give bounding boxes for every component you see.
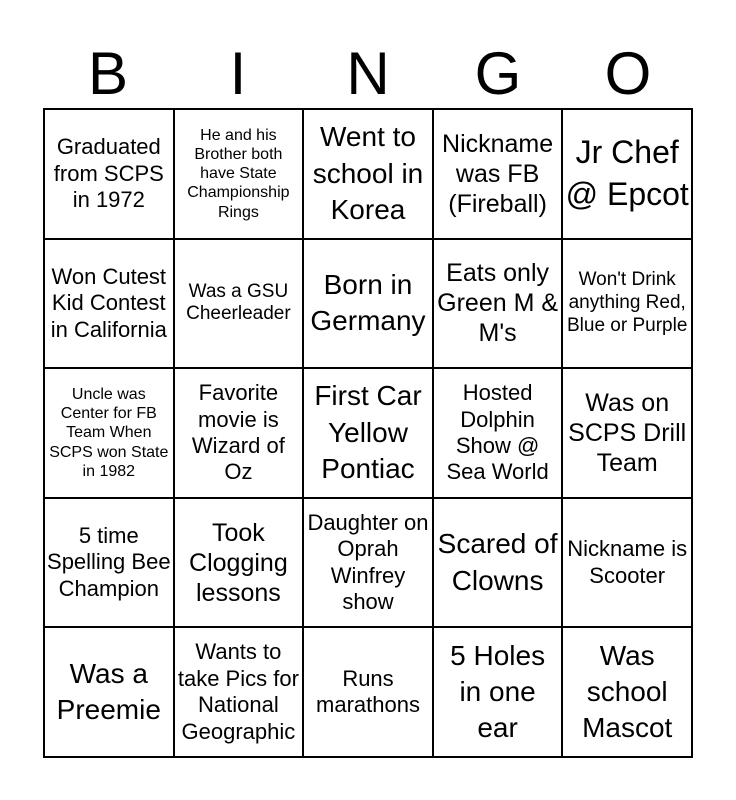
bingo-cell[interactable]: Was a Preemie (44, 627, 174, 757)
header-letter-o: O (604, 40, 652, 107)
bingo-cell[interactable]: Hosted Dolphin Show @ Sea World (433, 368, 563, 498)
bingo-cell[interactable]: He and his Brother both have State Championship Rings (174, 109, 304, 239)
header-letter-i: I (229, 40, 247, 107)
bingo-cell[interactable]: Was school Mascot (562, 627, 692, 757)
bingo-cell[interactable]: First Car Yellow Pontiac (303, 368, 433, 498)
header-letter-n: N (346, 40, 390, 107)
bingo-cell[interactable]: 5 Holes in one ear (433, 627, 563, 757)
header-letter-g: G (474, 40, 522, 107)
bingo-cell[interactable]: Jr Chef @ Epcot (562, 109, 692, 239)
bingo-cell[interactable]: Uncle was Center for FB Team When SCPS won State in 1982 (44, 368, 174, 498)
bingo-cell[interactable]: Eats only Green M & M's (433, 239, 563, 369)
bingo-cell[interactable]: Wants to take Pics for National Geographic (174, 627, 304, 757)
bingo-cell[interactable]: Nickname was FB (Fireball) (433, 109, 563, 239)
bingo-cell[interactable]: Favorite movie is Wizard of Oz (174, 368, 304, 498)
bingo-cell[interactable]: Took Clogging lessons (174, 498, 304, 628)
bingo-cell[interactable]: Was a GSU Cheerleader (174, 239, 304, 369)
bingo-cell[interactable]: Won't Drink anything Red, Blue or Purple (562, 239, 692, 369)
bingo-cell[interactable]: Graduated from SCPS in 1972 (44, 109, 174, 239)
bingo-cell[interactable]: Nickname is Scooter (562, 498, 692, 628)
bingo-cell[interactable]: Was on SCPS Drill Team (562, 368, 692, 498)
bingo-header (43, 40, 693, 108)
bingo-board (43, 108, 693, 758)
bingo-cell[interactable]: 5 time Spelling Bee Champion (44, 498, 174, 628)
bingo-cell[interactable]: Scared of Clowns (433, 498, 563, 628)
bingo-cell[interactable]: Daughter on Oprah Winfrey show (303, 498, 433, 628)
bingo-cell[interactable]: Won Cutest Kid Contest in California (44, 239, 174, 369)
header-letter-b: B (87, 40, 129, 107)
bingo-cell[interactable]: Went to school in Korea (303, 109, 433, 239)
bingo-cell[interactable]: Runs marathons (303, 627, 433, 757)
bingo-cell[interactable]: Born in Germany (303, 239, 433, 369)
